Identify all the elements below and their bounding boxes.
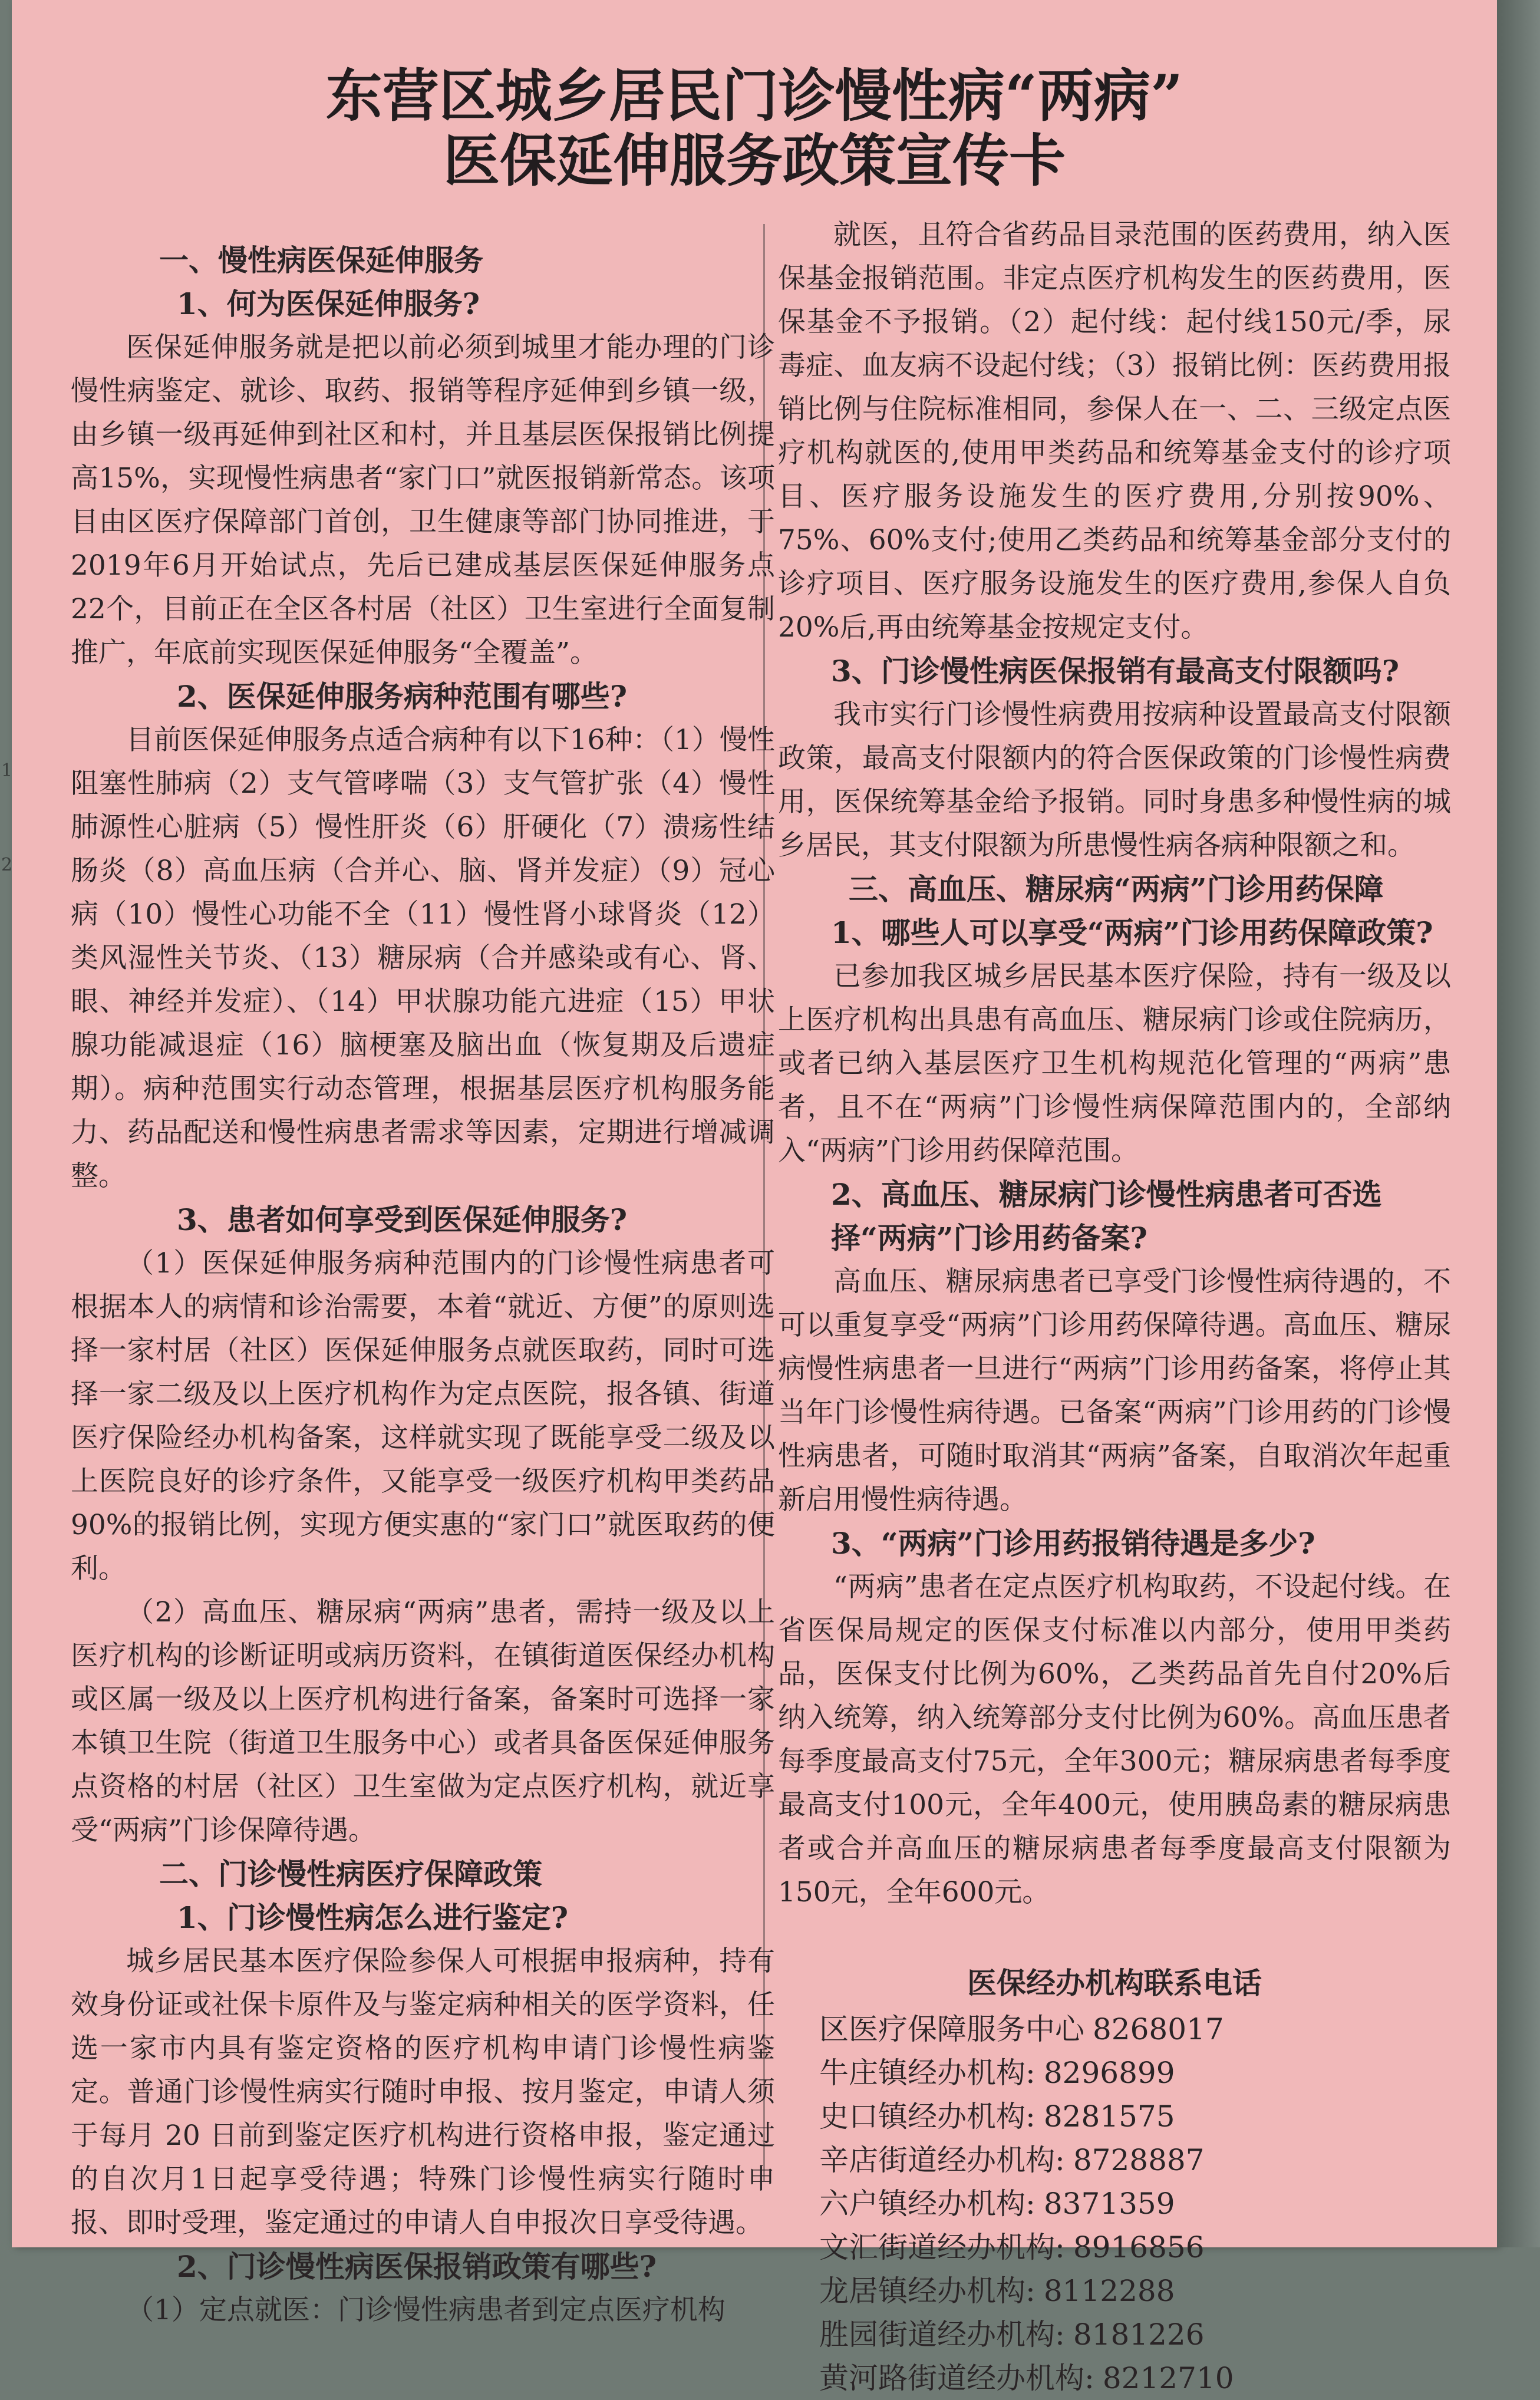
question-2-2: 2、门诊慢性病医保报销政策有哪些? [177, 2249, 657, 2284]
paragraph: 高血压、糖尿病患者已享受门诊慢性病待遇的，不可以重复享受“两病”门诊用药保障待遇。高血压、糖尿病慢性病患者一旦进行“两病”门诊用药备案，将停止其当年门诊慢性病待遇。已备案“两病”门诊用药的门诊慢性病患者，可随时取消其“两病”备案，自取消次年起重新启用慢性病待遇。 [778, 1265, 1451, 1516]
contact-name: 胜园街道经办机构: [819, 2317, 1065, 2352]
contact-list [778, 1961, 1451, 2400]
contact-phone: 8296899 [1043, 2056, 1175, 2090]
section-1-title: 一、慢性病医保延伸服务 [159, 243, 483, 278]
contact-name: 辛店街道经办机构: [819, 2143, 1065, 2177]
contact-item [778, 2138, 1451, 2182]
contact-item [778, 2182, 1451, 2226]
question-1-1: 1、何为医保延伸服务? [177, 286, 480, 321]
contact-name: 文汇街道经办机构: [819, 2230, 1065, 2264]
paragraph: “两病”患者在定点医疗机构取药，不设起付线。在省医保局规定的医保支付标准以内部分，使用甲类药品，医保支付比例为60%，乙类药品首先自付20%后纳入统筹，纳入统筹部分支付比例为60%。高血压患者每季度最高支付75元，全年300元；糖尿病患者每季度最高支付100元，全年400元，使用胰岛素的糖尿病患者或合并高血压的糖尿病患者每季度最高支付限额为150元，全年600元。 [778, 1571, 1451, 1908]
question-2-3: 3、门诊慢性病医保报销有最高支付限额吗? [831, 654, 1400, 688]
question-3-3: 3、“两病”门诊用药报销待遇是多少? [831, 1526, 1315, 1561]
paragraph: （2）高血压、糖尿病“两病”患者，需持一级及以上医疗机构的诊断证明或病历资料，在镇街道医保经办机构或区属一级及以上医疗机构进行备案，备案时可选择一家本镇卫生院（街道卫生服务中心）或者具备医保延伸服务点资格的村居（社区）卫生室做为定点医疗机构，就近享受“两病”门诊保障待遇。 [71, 1596, 775, 1847]
contact-item [778, 2007, 1451, 2051]
contact-name: 史口镇经办机构: [819, 2099, 1036, 2134]
contact-phone: 8268017 [1093, 2012, 1224, 2046]
paragraph: 我市实行门诊慢性病费用按病种设置最高支付限额政策，最高支付限额内的符合医保政策的门诊慢性病费用，医保统筹基金给予报销。同时身患多种慢性病的城乡居民，其支付限额为所患慢性病各病种限额之和。 [778, 698, 1451, 862]
question-3-2: 2、高血压、糖尿病门诊慢性病患者可否选择“两病”门诊用药备案? [831, 1177, 1382, 1255]
contact-phone: 8181226 [1073, 2317, 1205, 2352]
contact-item [778, 2051, 1451, 2095]
policy-card [12, 0, 1497, 2395]
contact-item [778, 2313, 1451, 2356]
title-line-1: 东营区城乡居民门诊慢性病“两病” [325, 62, 1183, 129]
paragraph: 城乡居民基本医疗保险参保人可根据申报病种，持有效身份证或社保卡原件及与鉴定病种相关的医学资料，任选一家市内具有鉴定资格的医疗机构申请门诊慢性病鉴定。普通门诊慢性病实行随时申报、按月鉴定，申请人须于每月 20 日前到鉴定医疗机构进行资格申报，鉴定通过的自次月1日起享受待遇；特殊门诊慢性病实行随时申报、即时受理，鉴定通过的申请人自申报次日享受待遇。 [71, 1945, 775, 2239]
paragraph: 就医，且符合省药品目录范围的医药费用，纳入医保基金报销范围。非定点医疗机构发生的医药费用，医保基金不予报销。（2）起付线：起付线150元/季，尿毒症、血友病不设起付线；（3）报销比例：医药费用报销比例与住院标准相同，参保人在一、二、三级定点医疗机构就医的,使用甲类药品和统筹基金支付的诊疗项目、医疗服务设施发生的医疗费用,分别按90%、75%、60%支付;使用乙类药品和统筹基金部分支付的诊疗项目、医疗服务设施发生的医疗费用,参保人自负20%后,再由统筹基金按规定支付。 [778, 219, 1451, 644]
contact-name: 龙居镇经办机构: [819, 2274, 1036, 2308]
contact-name: 六户镇经办机构: [819, 2187, 1036, 2221]
paragraph: （1）医保延伸服务病种范围内的门诊慢性病患者可根据本人的病情和诊治需要，本着“就近、方便”的原则选择一家村居（社区）医保延伸服务点就医取药，同时可选择一家二级及以上医疗机构作为定点医院，报各镇、街道医疗保险经办机构备案，这样就实现了既能享受二级及以上医院良好的诊疗条件，又能享受一级医疗机构甲类药品90%的报销比例，实现方便实惠的“家门口”就医取药的便利。 [71, 1247, 775, 1585]
contact-name: 黄河路街道经办机构: [819, 2361, 1094, 2395]
contact-item [778, 2095, 1451, 2138]
contact-phone: 8112288 [1043, 2274, 1175, 2308]
title-line-2: 医保延伸服务政策宣传卡 [443, 127, 1066, 194]
contact-name: 区医疗保障服务中心 [819, 2012, 1084, 2046]
contact-item [778, 2269, 1451, 2313]
margin-mark: 2 [1, 855, 13, 875]
paragraph: 已参加我区城乡居民基本医疗保险，持有一级及以上医疗机构出具患有高血压、糖尿病门诊或住院病历，或者已纳入基层医疗卫生机构规范化管理的“两病”患者，且不在“两病”门诊慢性病保障范围内的，全部纳入“两病”门诊用药保障范围。 [778, 960, 1451, 1167]
contact-name: 牛庄镇经办机构: [819, 2056, 1036, 2090]
section-2-title: 二、门诊慢性病医疗保障政策 [159, 1857, 542, 1891]
contact-phone: 8281575 [1043, 2099, 1175, 2134]
contact-phone: 8916856 [1073, 2230, 1205, 2264]
left-column [71, 239, 775, 2332]
question-2-1: 1、门诊慢性病怎么进行鉴定? [177, 1900, 569, 1935]
right-column [778, 213, 1451, 2400]
paragraph: 目前医保延伸服务点适合病种有以下16种：（1）慢性阻塞性肺病（2）支气管哮喘（3）支气管扩张（4）慢性肺源性心脏病（5）慢性肝炎（6）肝硬化（7）溃疡性结肠炎（8）高血压病（合并心、脑、肾并发症）（9）冠心病（10）慢性心功能不全（11）慢性肾小球肾炎（12）类风湿性关节炎、（13）糖尿病（合并感染或有心、肾、眼、神经并发症）、（14）甲状腺功能亢进症（15）甲状腺功能减退症（16）脑梗塞及脑出血（恢复期及后遗症期）。病种范围实行动态管理，根据基层医疗机构服务能力、药品配送和慢性病患者需求等因素，定期进行增减调整。 [71, 724, 775, 1192]
contact-item [778, 2226, 1451, 2269]
paragraph: 医保延伸服务就是把以前必须到城里才能办理的门诊慢性病鉴定、就诊、取药、报销等程序延伸到乡镇一级，由乡镇一级再延伸到社区和村，并且基层医保报销比例提高15%，实现慢性病患者“家门口”就医报销新常态。该项目由区医疗保障部门首创，卫生健康等部门协同推进，于2019年6月开始试点，先后已建成基层医保延伸服务点22个，目前正在全区各村居（社区）卫生室进行全面复制推广，年底前实现医保延伸服务“全覆盖”。 [71, 331, 775, 669]
contact-title: 医保经办机构联系电话 [967, 1966, 1262, 2000]
question-1-3: 3、患者如何享受到医保延伸服务? [177, 1202, 628, 1237]
paragraph: （1）定点就医：门诊慢性病患者到定点医疗机构 [126, 2294, 726, 2326]
contact-phone: 8212710 [1102, 2361, 1234, 2395]
contact-phone: 8371359 [1043, 2187, 1175, 2221]
background-strip [1497, 0, 1540, 2247]
question-1-2: 2、医保延伸服务病种范围有哪些? [177, 679, 628, 714]
contact-phone: 8728887 [1073, 2143, 1205, 2177]
contact-item [778, 2356, 1451, 2400]
margin-mark: 1 [1, 760, 13, 781]
question-3-1: 1、哪些人可以享受“两病”门诊用药保障政策? [831, 915, 1433, 950]
section-3-title: 三、高血压、糖尿病“两病”门诊用药保障 [849, 872, 1384, 906]
